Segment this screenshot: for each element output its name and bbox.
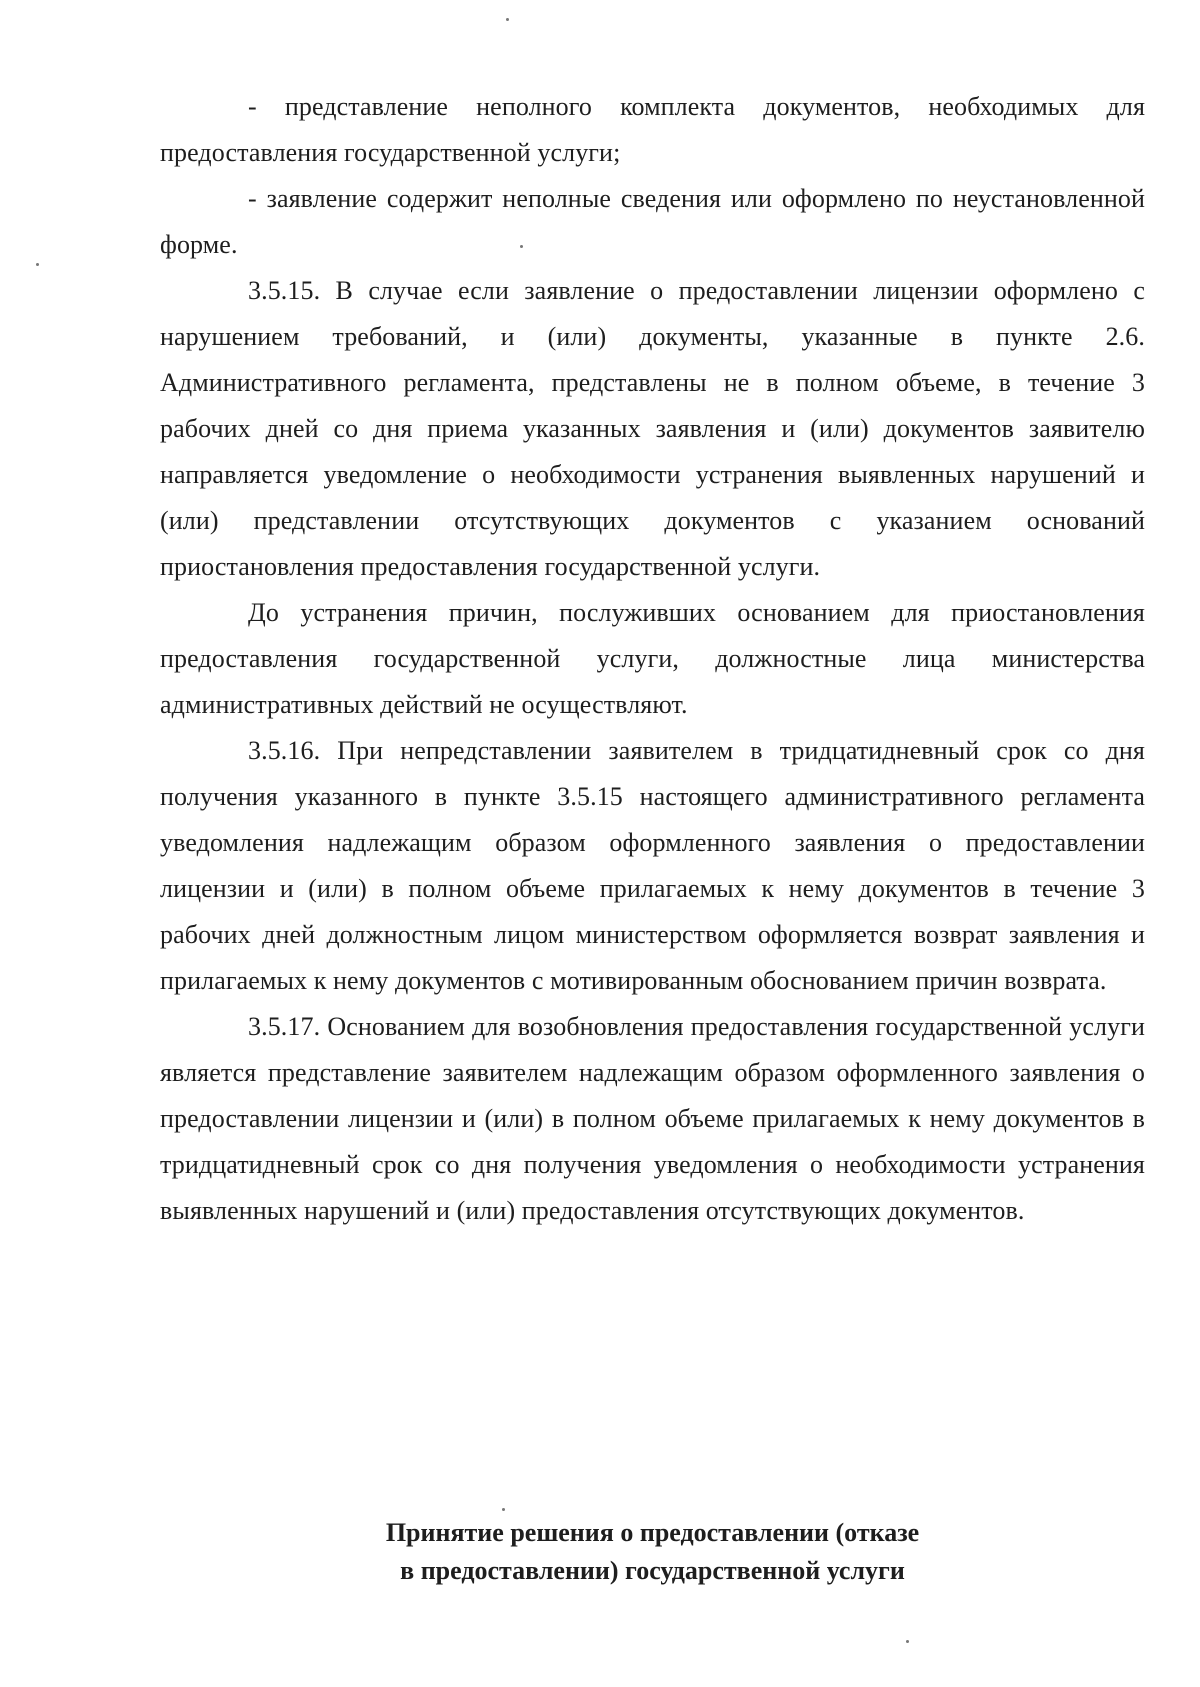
document-body [160,84,1145,1234]
scan-speck [520,245,523,248]
paragraph-3-5-15: 3.5.15. В случае если заявление о предоставлении лицензии оформлено с нарушением требований, и (или) документы, указанные в пункте 2.6. Административного регламента, представлены не в полном объеме, в течение 3 рабочих дней со дня приема указанных заявления и (или) документов заявителю направляется уведомление о необходимости устранения выявленных нарушений и (или) представлении отсутствующих документов с указанием оснований приостановления предоставления государственной услуги. [160,276,1145,581]
paragraph-incomplete-documents: - представление неполного комплекта документов, необходимых для предоставления государственной услуги; [160,92,1145,167]
paragraph-3-5-17: 3.5.17. Основанием для возобновления предоставления государственной услуги является представление заявителем надлежащим образом оформленного заявления о предоставлении лицензии и (или) в полном объеме прилагаемых к нему документов в тридцатидневный срок со дня получения уведомления о необходимости устранения выявленных нарушений и (или) предоставления отсутствующих документов. [160,1012,1145,1225]
scan-speck [502,1508,505,1511]
scan-speck [506,18,509,21]
scan-speck [906,1640,909,1643]
paragraph-3-5-16: 3.5.16. При непредставлении заявителем в тридцатидневный срок со дня получения указанного в пункте 3.5.15 настоящего административного регламента уведомления надлежащим образом оформленного заявления о предоставлении лицензии и (или) в полном объеме прилагаемых к нему документов в течение 3 рабочих дней должностным лицом министерством оформляется возврат заявления и прилагаемых к нему документов с мотивированным обоснованием причин возврата. [160,736,1145,995]
section-heading [160,1514,1145,1590]
section-heading-line-1: Принятие решения о предоставлении (отказе [385,1518,920,1547]
scan-speck [36,263,39,266]
section-heading-line-2: в предоставлении) государственной услуги [400,1556,905,1585]
paragraph-suspension: До устранения причин, послуживших основанием для приостановления предоставления государственной услуги, должностные лица министерства административных действий не осуществляют. [160,598,1145,719]
paragraph-incomplete-application: - заявление содержит неполные сведения или оформлено по неустановленной форме. [160,184,1145,259]
